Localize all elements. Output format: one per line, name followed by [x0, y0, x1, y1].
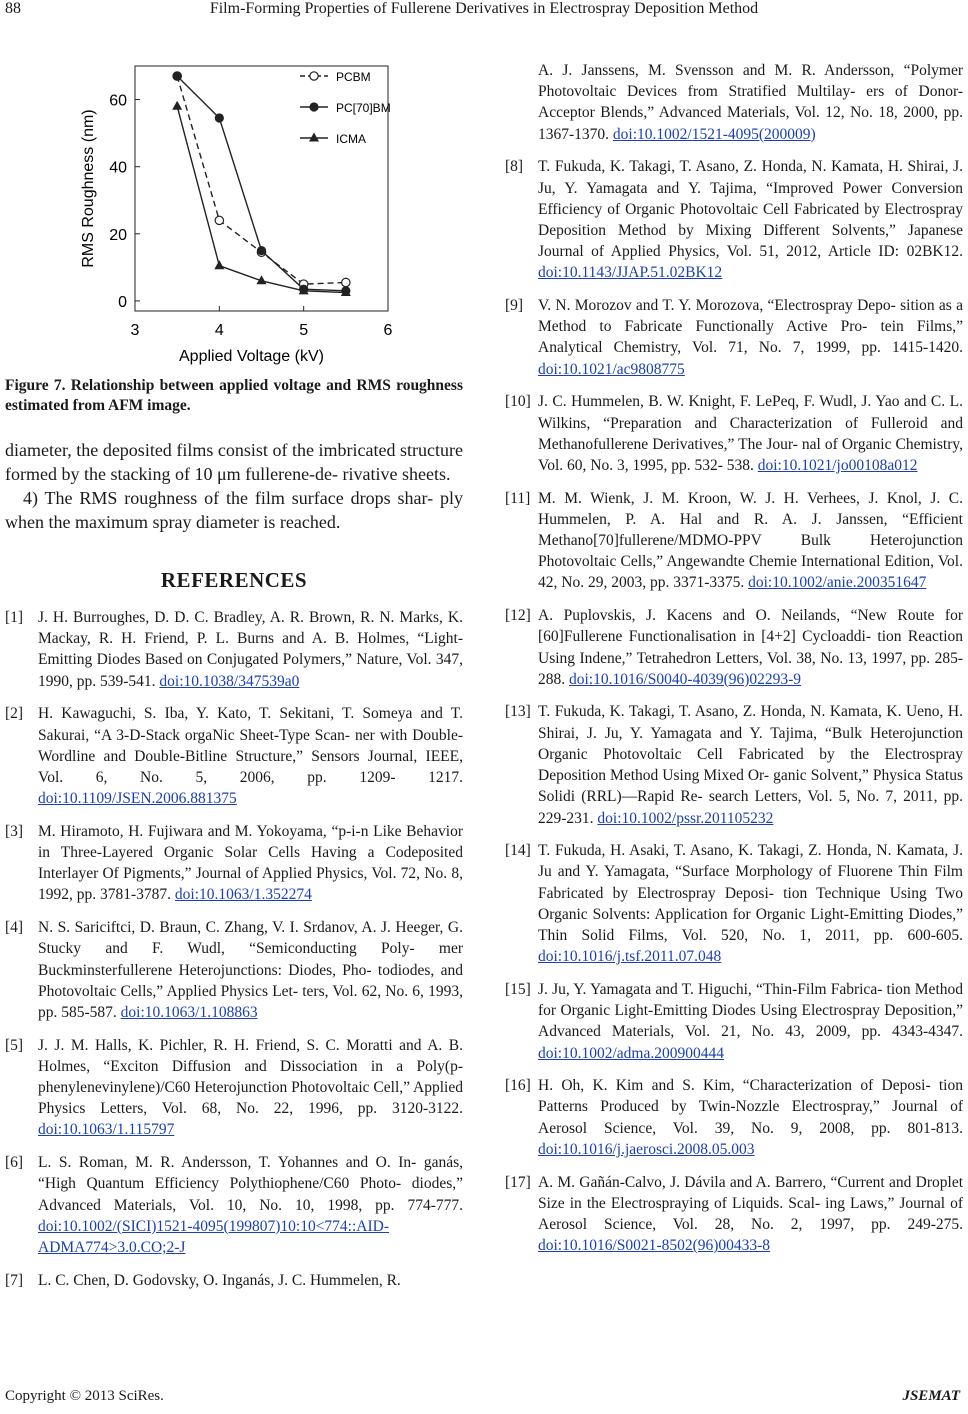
- doi-link[interactable]: doi:10.1016/S0021-8502(96)00433-8: [538, 1237, 771, 1255]
- reference-item: [505, 295, 963, 380]
- reference-number: [505, 60, 538, 145]
- data-point: [309, 133, 319, 142]
- left-column: [5, 58, 463, 1302]
- reference-body: [538, 979, 963, 1064]
- reference-item: [505, 488, 963, 594]
- x-tick-label: 3: [130, 322, 140, 339]
- data-point: [215, 113, 224, 122]
- reference-text: A. M. Gañán-Calvo, J. Dávila and A. Barrero, “Current and Droplet Size in the Electrospraying of Liquids. Scal- ing Laws,” Journal of Aerosol Science, Vol. 28, No. 2, 1997, pp. 249-275.: [538, 1173, 963, 1233]
- x-tick-label: 6: [383, 322, 393, 339]
- reference-number: [12]: [505, 607, 531, 625]
- y-axis-label: RMS Roughness (nm): [80, 109, 97, 268]
- y-tick-label: 0: [118, 293, 127, 311]
- reference-body: [38, 607, 463, 692]
- doi-link[interactable]: doi:10.1063/1.108863: [120, 1003, 258, 1021]
- reference-number: [17]: [505, 1173, 531, 1191]
- reference-item: [5, 821, 463, 906]
- reference-body: [38, 1152, 463, 1258]
- reference-item: [505, 60, 963, 145]
- reference-number: [11]: [505, 489, 531, 507]
- reference-number: [13]: [505, 703, 531, 721]
- reference-body: [538, 1172, 963, 1257]
- doi-link[interactable]: doi:10.1016/j.jaerosci.2008.05.003: [538, 1140, 755, 1158]
- reference-item: [505, 979, 963, 1064]
- data-point: [173, 71, 182, 80]
- reference-item: [5, 703, 463, 809]
- reference-text: H. Kawaguchi, S. Iba, Y. Kato, T. Sekitani, T. Someya and T. Sakurai, “A 3-D-Stack orgaNic Sheet-Type Scan- ner with Double-Wordline and Double-Bitline Structure,” Sensors Journal, IEEE, Vol. 6, No. 5, 2006, pp. 1209- 1217.: [38, 705, 463, 786]
- reference-body: [538, 391, 963, 476]
- reference-item: [505, 840, 963, 967]
- doi-link[interactable]: doi:10.1063/1.352274: [174, 886, 312, 904]
- reference-item: [5, 607, 463, 692]
- body-paragraph: diameter, the deposited films consist of the imbricated structure formed by the stacking of 10 μm fullerene-de- rivative sheets.: [5, 440, 463, 484]
- reference-text: M. M. Wienk, J. M. Kroon, W. J. H. Verhees, J. Knol, J. C. Hummelen, P. A. Hal and R. A. J. Janssen, “Efficient Methano[70]fullerene/MDMO-PPV Bulk Heterojunction Photovoltaic Cells,” Angewandte Chemie International Edition, Vol. 42, No. 29, 2003, pp. 3371-3375.: [538, 489, 963, 592]
- reference-text: N. S. Sariciftci, D. Braun, C. Zhang, V. I. Srdanov, A. J. Heeger, G. Stucky and F. Wudl, “Semiconducting Poly- mer Buckminsterfullerene Heterojunctions: Diodes, Pho- todiodes, and Photovoltaic Cells,” Applied Physics Let- ters, Vol. 62, No. 6, 1993, pp. 585-587.: [38, 919, 463, 1021]
- doi-link[interactable]: doi:10.1002/(SICI)1521-4095(199807)10:10<774::AID- ADMA774>3.0.CO;2-J: [38, 1217, 390, 1256]
- reference-body: [538, 701, 963, 828]
- doi-link[interactable]: doi:10.1002/adma.200900444: [538, 1044, 724, 1062]
- reference-number: [4]: [5, 919, 24, 937]
- data-point: [214, 260, 224, 269]
- reference-number: [8]: [505, 158, 524, 176]
- x-tick-label: 4: [214, 322, 224, 339]
- doi-link[interactable]: doi:10.1038/347539a0: [159, 672, 300, 690]
- reference-number: [3]: [5, 822, 24, 840]
- journal-name: JSEMAT: [902, 1388, 960, 1404]
- legend-label: ICMA: [336, 132, 366, 146]
- reference-text: J. C. Hummelen, B. W. Knight, F. LePeq, F. Wudl, J. Yao and C. L. Wilkins, “Preparation and Characterization of Fulleroid and Methanofullerene Derivatives,” The Jour- nal of Organic Chemistry, Vol. 60, No. 3, 1995, pp. 532- 538.: [538, 393, 963, 474]
- reference-item: [5, 1035, 463, 1141]
- reference-text: J. H. Burroughes, D. D. C. Bradley, A. R. Brown, R. N. Marks, K. Mackay, R. H. Friend, P. L. Burns and A. B. Holmes, “Light-Emitting Diodes Based on Conjugated Polymers,” Nature, Vol. 347, 1990, pp. 539-541.: [38, 609, 463, 690]
- reference-text: L. C. Chen, D. Godovsky, O. Inganás, J. C. Hummelen, R.: [38, 1271, 401, 1289]
- data-point: [257, 246, 266, 255]
- reference-number: [7]: [5, 1271, 24, 1289]
- doi-link[interactable]: doi:10.1021/ac9808775: [538, 360, 685, 378]
- reference-body: [538, 840, 963, 967]
- legend-label: PC[70]BM: [336, 101, 391, 115]
- reference-body: [538, 60, 963, 145]
- reference-body: [38, 917, 463, 1023]
- doi-link[interactable]: doi:10.1002/anie.200351647: [748, 574, 927, 592]
- reference-item: [5, 917, 463, 1023]
- reference-item: [505, 156, 963, 283]
- reference-text: M. Hiramoto, H. Fujiwara and M. Yokoyama, “p-i-n Like Behavior in Three-Layered Organic Solar Cells Having a Codeposited Interlayer Of Pigments,” Journal of Applied Physics, Vol. 72, No. 8, 1992, pp. 3781-3787.: [38, 822, 463, 904]
- references-list-right: [505, 60, 963, 1256]
- reference-number: [2]: [5, 705, 24, 723]
- data-point: [309, 102, 318, 111]
- reference-body: [38, 1270, 463, 1291]
- reference-text: L. S. Roman, M. R. Andersson, T. Yohannes and O. In- ganás, “High Quantum Efficiency Polythiophene/C60 Photo- diodes,” Advanced Materials, Vol. 10, No. 10, 1998, pp. 774-777.: [38, 1154, 463, 1214]
- x-axis-label: Applied Voltage (kV): [179, 348, 324, 365]
- series-line: [177, 76, 346, 291]
- reference-text: T. Fukuda, H. Asaki, T. Asano, K. Takagi, Z. Honda, N. Kamata, J. Ju and Y. Yamagata, “Surface Morphology of Fluorene Thin Film Fabricated by Electrospray Deposi- tion Technique Using Two Organic Solvents: Application for Organic Light-Emitting Diodes,” Thin Solid Films, Vol. 520, No. 1, 2011, pp. 600-605.: [538, 842, 963, 945]
- body-paragraph: 4) The RMS roughness of the film surface drops shar- ply when the maximum spray diameter is reached.: [5, 488, 463, 532]
- reference-number: [1]: [5, 609, 24, 626]
- reference-item: [505, 605, 963, 690]
- data-point: [172, 101, 182, 110]
- reference-number: [10]: [505, 393, 531, 411]
- data-point: [215, 216, 223, 224]
- right-column: [505, 60, 963, 1268]
- y-tick-label: 20: [109, 226, 127, 244]
- reference-item: [5, 1152, 463, 1258]
- reference-number: [5]: [5, 1036, 24, 1054]
- reference-body: [538, 488, 963, 594]
- page-header: [0, 0, 968, 24]
- reference-text: A. Puplovskis, J. Kacens and O. Neilands, “New Route for [60]Fullerene Functionalisation in [4+2] Cycloaddi- tion Reaction Using Indene,” Tetrahedron Letters, Vol. 38, No. 13, 1997, pp. 285-288.: [538, 607, 963, 688]
- roughness-chart: [13, 58, 433, 368]
- data-point: [342, 278, 350, 286]
- figure-7: [13, 58, 433, 368]
- running-title: Film-Forming Properties of Fullerene Derivatives in Electrospray Deposition Method: [209, 0, 759, 17]
- doi-link[interactable]: doi:10.1016/j.tsf.2011.07.048: [538, 948, 722, 966]
- data-point: [310, 72, 318, 80]
- doi-link[interactable]: doi:10.1063/1.115797: [38, 1121, 175, 1139]
- reference-body: [538, 605, 963, 690]
- doi-link[interactable]: doi:10.1109/JSEN.2006.881375: [38, 790, 237, 808]
- reference-text: H. Oh, K. Kim and S. Kim, “Characterization of Deposi- tion Patterns Produced by Twin-Nozzle Electrospray,” Journal of Aerosol Science, Vol. 39, No. 9, 2008, pp. 801-813.: [538, 1077, 963, 1137]
- reference-text: J. J. M. Halls, K. Pichler, R. H. Friend, S. C. Moratti and A. B. Holmes, “Exciton Diffusion and Dissociation in a Poly(p-phenylenevinylene)/C60 Heterojunction Photovoltaic Cell,” Applied Physics Letters, Vol. 68, No. 22, 1996, pp. 3120-3122.: [38, 1036, 463, 1118]
- doi-link[interactable]: doi:10.1143/JJAP.51.02BK12: [538, 264, 723, 282]
- reference-text: T. Fukuda, K. Takagi, T. Asano, Z. Honda, N. Kamata, K. Ueno, H. Shirai, J. Ju, Y. Yamagata and Y. Tajima, “Bulk Heterojunction Organic Photovoltaic Cell Fabricated by the Electrospray Deposition Method Using Mixed Or- ganic Solvent,” Physica Status Solidi (RRL)—Rapid Re- search Letters, Vol. 5, No. 7, 2011, pp. 229-231.: [538, 703, 963, 827]
- reference-number: [14]: [505, 842, 531, 860]
- doi-link[interactable]: doi:10.1002/1521-4095(200009): [612, 125, 816, 143]
- x-tick-label: 5: [299, 322, 309, 339]
- reference-number: [6]: [5, 1154, 24, 1172]
- y-tick-label: 40: [109, 159, 127, 177]
- series-line: [177, 106, 346, 292]
- reference-item: [505, 701, 963, 828]
- y-tick-label: 60: [109, 92, 127, 110]
- reference-body: [538, 1075, 963, 1160]
- reference-text: T. Fukuda, K. Takagi, T. Asano, Z. Honda, N. Kamata, H. Shirai, J. Ju, Y. Yamagata and Y. Tajima, “Improved Power Conversion Efficiency of Organic Photovoltaic Cell Fabricated by Electrospray Deposition Method by Mixing Different Solvents,” Japanese Journal of Applied Physics, Vol. 51, 2012, Article ID: 02BK12.: [538, 158, 963, 261]
- doi-link[interactable]: doi:10.1002/pssr.201105232: [597, 809, 774, 827]
- reference-item: [505, 391, 963, 476]
- references-heading: REFERENCES: [160, 568, 308, 592]
- reference-body: [538, 156, 963, 283]
- doi-link[interactable]: doi:10.1016/S0040-4039(96)02293-9: [569, 670, 802, 688]
- reference-number: [15]: [505, 980, 531, 998]
- reference-body: [38, 1035, 463, 1141]
- reference-text: J. Ju, Y. Yamagata and T. Higuchi, “Thin-Film Fabrica- tion Method for Organic Light-Emitting Diodes Using Electrospray Deposition,” Advanced Materials, Vol. 21, No. 43, 2009, pp. 4343-4347.: [538, 980, 963, 1041]
- legend-label: PCBM: [336, 70, 371, 84]
- reference-body: [538, 295, 963, 380]
- reference-text: A. J. Janssens, M. Svensson and M. R. Andersson, “Polymer Photovoltaic Devices from Stratified Multilay- ers of Donor-Acceptor Blends,” Advanced Materials, Vol. 12, No. 18, 2000, pp. 1367-1370.: [538, 62, 963, 143]
- doi-link[interactable]: doi:10.1021/jo00108a012: [757, 456, 918, 474]
- reference-body: [38, 821, 463, 906]
- reference-text: V. N. Morozov and T. Y. Morozova, “Electrospray Depo- sition as a Method to Fabricate Functionally Active Pro- tein Films,” Analytical Chemistry, Vol. 71, No. 7, 1999, pp. 1415-1420.: [538, 297, 963, 357]
- reference-item: [505, 1172, 963, 1257]
- page-number: 88: [5, 0, 21, 17]
- copyright: Copyright © 2013 SciRes.: [5, 1388, 164, 1404]
- figure-caption: Figure 7. Relationship between applied voltage and RMS roughness estimated from AFM image.: [5, 377, 463, 414]
- reference-item: [5, 1270, 463, 1291]
- reference-number: [16]: [505, 1077, 531, 1095]
- references-list-left: [5, 607, 463, 1291]
- reference-body: [38, 703, 463, 809]
- reference-number: [9]: [505, 297, 524, 315]
- reference-item: [505, 1075, 963, 1160]
